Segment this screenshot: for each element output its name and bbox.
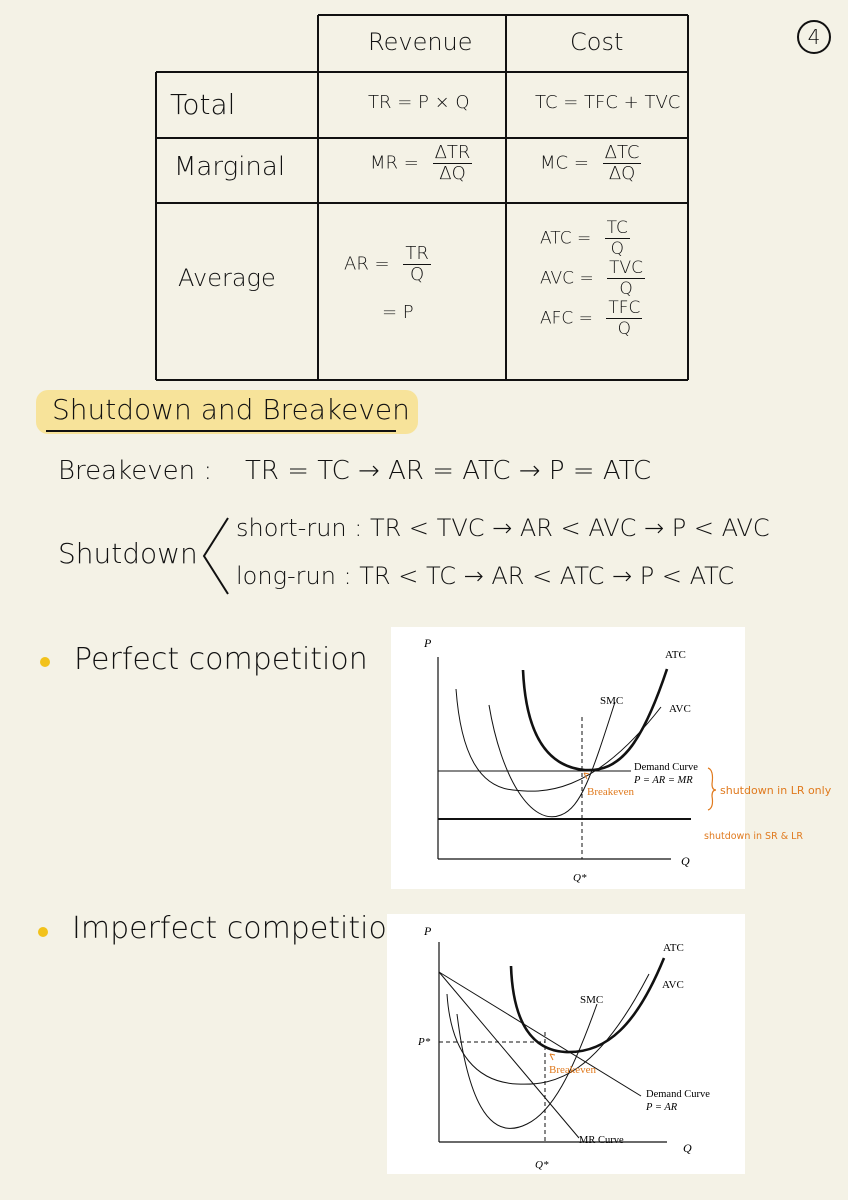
perfect-competition-graph bbox=[391, 627, 745, 889]
atc-numerator: TC bbox=[606, 218, 628, 238]
breakeven-annotation: Breakeven bbox=[587, 786, 635, 798]
breakeven-label: Breakeven : bbox=[58, 456, 213, 486]
afc-denominator: Q bbox=[617, 319, 632, 339]
y-axis-label: P bbox=[424, 636, 432, 650]
imperfect-competition-graph bbox=[387, 914, 745, 1174]
mr-fraction bbox=[433, 143, 473, 184]
demand-label-1: Demand Curve bbox=[634, 762, 698, 773]
shutdown-short-run: short-run : TR < TVC → AR < AVC → P < AVC bbox=[236, 514, 770, 542]
bullet-dot bbox=[40, 657, 50, 667]
breakeven-annotation: Breakeven bbox=[549, 1064, 597, 1076]
avc-curve bbox=[447, 974, 649, 1084]
bullet-imperfect-competition: Imperfect competition bbox=[72, 911, 406, 946]
ar-numerator: TR bbox=[405, 243, 429, 264]
q-star-label: Q* bbox=[573, 872, 587, 884]
row-label-average: Average bbox=[178, 264, 276, 292]
marginal-cost-formula bbox=[540, 143, 641, 184]
x-axis-label: Q bbox=[681, 854, 690, 868]
ar-equals-p: = P bbox=[382, 302, 414, 323]
bullet-dot bbox=[38, 927, 48, 937]
atc-denominator: Q bbox=[610, 239, 624, 259]
note-shutdown-lr: shutdown in LR only bbox=[720, 784, 832, 797]
afc-numerator: TFC bbox=[608, 298, 641, 318]
ar-lhs: AR = bbox=[344, 253, 390, 275]
avc-label: AVC bbox=[669, 703, 691, 715]
ar-denominator: Q bbox=[410, 264, 425, 285]
atc-lhs: ATC = bbox=[540, 228, 592, 249]
header-revenue: Revenue bbox=[368, 28, 473, 56]
y-axis-label: P bbox=[424, 924, 432, 938]
avc-fraction bbox=[607, 258, 645, 299]
mc-fraction bbox=[603, 143, 642, 184]
smc-curve bbox=[489, 702, 615, 817]
afc-lhs: AFC = bbox=[540, 308, 593, 329]
perfect-annotations bbox=[700, 762, 848, 862]
demand-label-1: Demand Curve bbox=[646, 1089, 710, 1100]
row-label-total: Total bbox=[170, 88, 236, 121]
afc-fraction bbox=[606, 298, 642, 339]
breakeven-arrow bbox=[550, 1054, 555, 1060]
demand-label-2: P = AR = MR bbox=[634, 775, 693, 786]
avc-curve bbox=[456, 689, 661, 791]
afc-formula bbox=[540, 298, 642, 339]
total-revenue-formula: TR = P × Q bbox=[368, 92, 470, 113]
x-axis-label: Q bbox=[683, 1141, 692, 1155]
atc-fraction bbox=[605, 218, 630, 259]
mc-lhs: MC = bbox=[540, 152, 589, 174]
shutdown-long-run: long-run : TR < TC → AR < ATC → P < ATC bbox=[236, 562, 735, 590]
bullet-perfect-competition: Perfect competition bbox=[74, 642, 368, 677]
mr-lhs: MR = bbox=[370, 152, 419, 174]
breakeven-rule: TR = TC → AR = ATC → P = ATC bbox=[245, 456, 652, 486]
mr-curve bbox=[439, 972, 579, 1138]
avc-label: AVC bbox=[662, 979, 684, 991]
ar-fraction bbox=[403, 244, 431, 285]
heading-underline bbox=[46, 430, 396, 432]
average-revenue-formula bbox=[344, 244, 431, 285]
mc-numerator: ΔTC bbox=[604, 142, 640, 163]
q-star-label: Q* bbox=[535, 1159, 549, 1171]
shutdown-label: Shutdown bbox=[58, 537, 198, 570]
demand-label-2: P = AR bbox=[646, 1102, 678, 1113]
mr-numerator: ΔTR bbox=[434, 142, 471, 163]
mc-denominator: ΔQ bbox=[608, 163, 636, 184]
section-heading: Shutdown and Breakeven bbox=[52, 393, 410, 426]
brace-lr bbox=[708, 768, 716, 810]
total-cost-formula: TC = TFC + TVC bbox=[535, 92, 681, 113]
shutdown-brace bbox=[200, 516, 230, 596]
avc-formula bbox=[540, 258, 645, 299]
avc-numerator: TVC bbox=[609, 258, 643, 278]
header-cost: Cost bbox=[570, 28, 624, 56]
smc-label: SMC bbox=[600, 695, 624, 707]
atc-label: ATC bbox=[663, 942, 684, 954]
p-star-label: P* bbox=[418, 1036, 431, 1048]
atc-formula bbox=[540, 218, 630, 259]
marginal-revenue-formula bbox=[370, 143, 472, 184]
page-number: 4 bbox=[797, 20, 831, 54]
note-shutdown-sr: shutdown in SR & LR bbox=[704, 831, 804, 842]
atc-curve bbox=[523, 669, 667, 770]
smc-label: SMC bbox=[580, 994, 604, 1006]
avc-denominator: Q bbox=[619, 279, 633, 299]
row-label-marginal: Marginal bbox=[174, 152, 286, 182]
mr-denominator: ΔQ bbox=[439, 163, 466, 184]
avc-lhs: AVC = bbox=[540, 268, 594, 289]
mr-label: MR Curve bbox=[579, 1135, 624, 1146]
atc-label: ATC bbox=[665, 649, 686, 661]
table-grid bbox=[0, 0, 848, 390]
